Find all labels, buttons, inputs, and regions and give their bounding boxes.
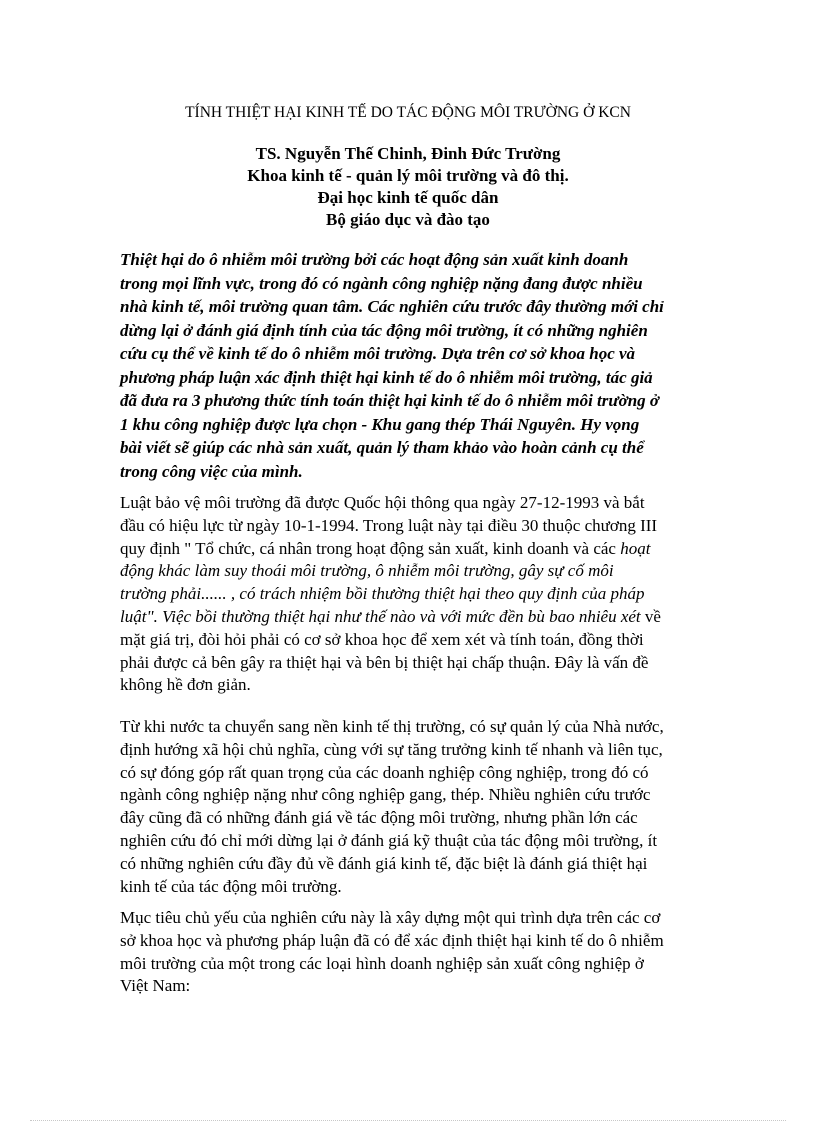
paragraph-line: định hướng xã hội chủ nghĩa, cùng với sự tăng trưởng kinh tế nhanh và liên tục, [120, 739, 663, 759]
abstract-line: Thiệt hại do ô nhiễm môi trường bởi các hoạt động sản xuất kinh doanh [120, 250, 629, 269]
paragraph-line: trường phải...... , có trách nhiệm bồi thường thiệt hại theo quy định của pháp [120, 584, 645, 604]
document-title: TÍNH THIỆT HẠI KINH TẾ DO TÁC ĐỘNG MÔI TRƯỜNG Ở KCN [185, 104, 631, 121]
paragraph-line [120, 606, 700, 629]
paragraph-line: Luật bảo vệ môi trường đã được Quốc hội thông qua ngày 27-12-1993 và bắt [120, 493, 645, 512]
paragraph-line: sở khoa học và phương pháp luận đã có để xác định thiệt hại kinh tế do ô nhiễm [120, 930, 664, 950]
italic-quote: luật". [120, 606, 163, 626]
abstract-line: nhà kinh tế, môi trường quan tâm. Các nghiên cứu trước đây thường mới chỉ [120, 297, 664, 316]
paragraph-line: động khác làm suy thoái môi trường, ô nhiễm môi trường, gây sự cố môi [120, 561, 614, 581]
paragraph-line: mặt giá trị, đòi hỏi phải có cơ sở khoa học để xem xét và tính toán, đồng thời [120, 629, 644, 649]
paragraph-line: đầu có hiệu lực từ ngày 10-1-1994. Trong luật này tại điều 30 thuộc chương III [120, 515, 658, 535]
paragraph-line: có những nghiên cứu đầy đủ về đánh giá kinh tế, đặc biệt là đánh giá thiệt hại [120, 853, 648, 873]
paragraph-line: phải được cả bên gây ra thiệt hại và bên bị thiệt hại chấp thuận. Đây là vấn đề [120, 652, 649, 672]
italic-quote: hoạt [620, 538, 651, 558]
page-bottom-rule [30, 1120, 786, 1121]
paragraph-line [120, 538, 700, 561]
paragraph-market-economy [120, 716, 700, 898]
abstract-line: dừng lại ở đánh giá định tính của tác động môi trường, ít có những nghiên [120, 320, 648, 340]
paragraph-line: có sự đóng góp rất quan trọng của các doanh nghiệp công nghiệp, trong đó có [120, 762, 649, 782]
paragraph-law [120, 492, 700, 697]
paragraph-line: đây cũng đã có những đánh giá về tác động môi trường, nhưng phần lớn các [120, 808, 638, 828]
author-faculty: Khoa kinh tế - quản lý môi trường và đô thị. [247, 166, 569, 185]
abstract-line: cứu cụ thể về kinh tế do ô nhiễm môi trường. Dựa trên cơ sở khoa học và [120, 344, 636, 363]
paragraph-line: Mục tiêu chủ yếu của nghiên cứu này là xây dựng một qui trình dựa trên các cơ [120, 908, 661, 927]
author-block [180, 143, 636, 231]
author-ministry: Bộ giáo dục và đào tạo [326, 210, 490, 229]
paragraph-line: Việt Nam: [120, 976, 191, 996]
author-names: TS. Nguyễn Thế Chinh, Đinh Đức Trường [255, 144, 561, 163]
abstract-line: phương pháp luận xác định thiệt hại kinh tế do ô nhiễm môi trường, tác giả [120, 367, 653, 387]
paragraph-line: môi trường của một trong các loại hình doanh nghiệp sản xuất công nghiệp ở [120, 953, 644, 973]
abstract-line: 1 khu công nghiệp được lựa chọn - Khu gang thép Thái Nguyên. Hy vọng [120, 414, 640, 434]
italic-text: Việc bồi thường thiệt hại như thế nào và với mức đền bù bao nhiêu xét [162, 606, 641, 626]
paragraph-line: nghiên cứu đó chỉ mới dừng lại ở đánh giá kỹ thuật của tác động môi trường, ít [120, 830, 658, 850]
paragraph-line: ngành công nghiệp nặng như công nghiệp gang, thép. Nhiều nghiên cứu trước [120, 785, 651, 805]
abstract [120, 248, 700, 483]
abstract-line: đã đưa ra 3 phương thức tính toán thiệt hại kinh tế do ô nhiễm môi trường ở [120, 391, 660, 410]
abstract-line: bài viết sẽ giúp các nhà sản xuất, quản lý tham khảo vào hoàn cảnh cụ thể [120, 438, 644, 457]
paragraph-objective [120, 907, 700, 998]
text-run: quy định " Tổ chức, cá nhân trong hoạt động sản xuất, kinh doanh và các [120, 538, 621, 558]
paragraph-line: không hề đơn giản. [120, 675, 251, 695]
text-run: về [640, 606, 661, 626]
abstract-line: trong công việc của mình. [120, 461, 303, 481]
author-university: Đại học kinh tế quốc dân [317, 188, 499, 207]
paragraph-line: Từ khi nước ta chuyển sang nền kinh tế thị trường, có sự quản lý của Nhà nước, [120, 717, 664, 736]
paragraph-line: kinh tế của tác động môi trường. [120, 876, 342, 896]
abstract-line: trong mọi lĩnh vực, trong đó có ngành công nghiệp nặng đang được nhiều [120, 273, 643, 293]
